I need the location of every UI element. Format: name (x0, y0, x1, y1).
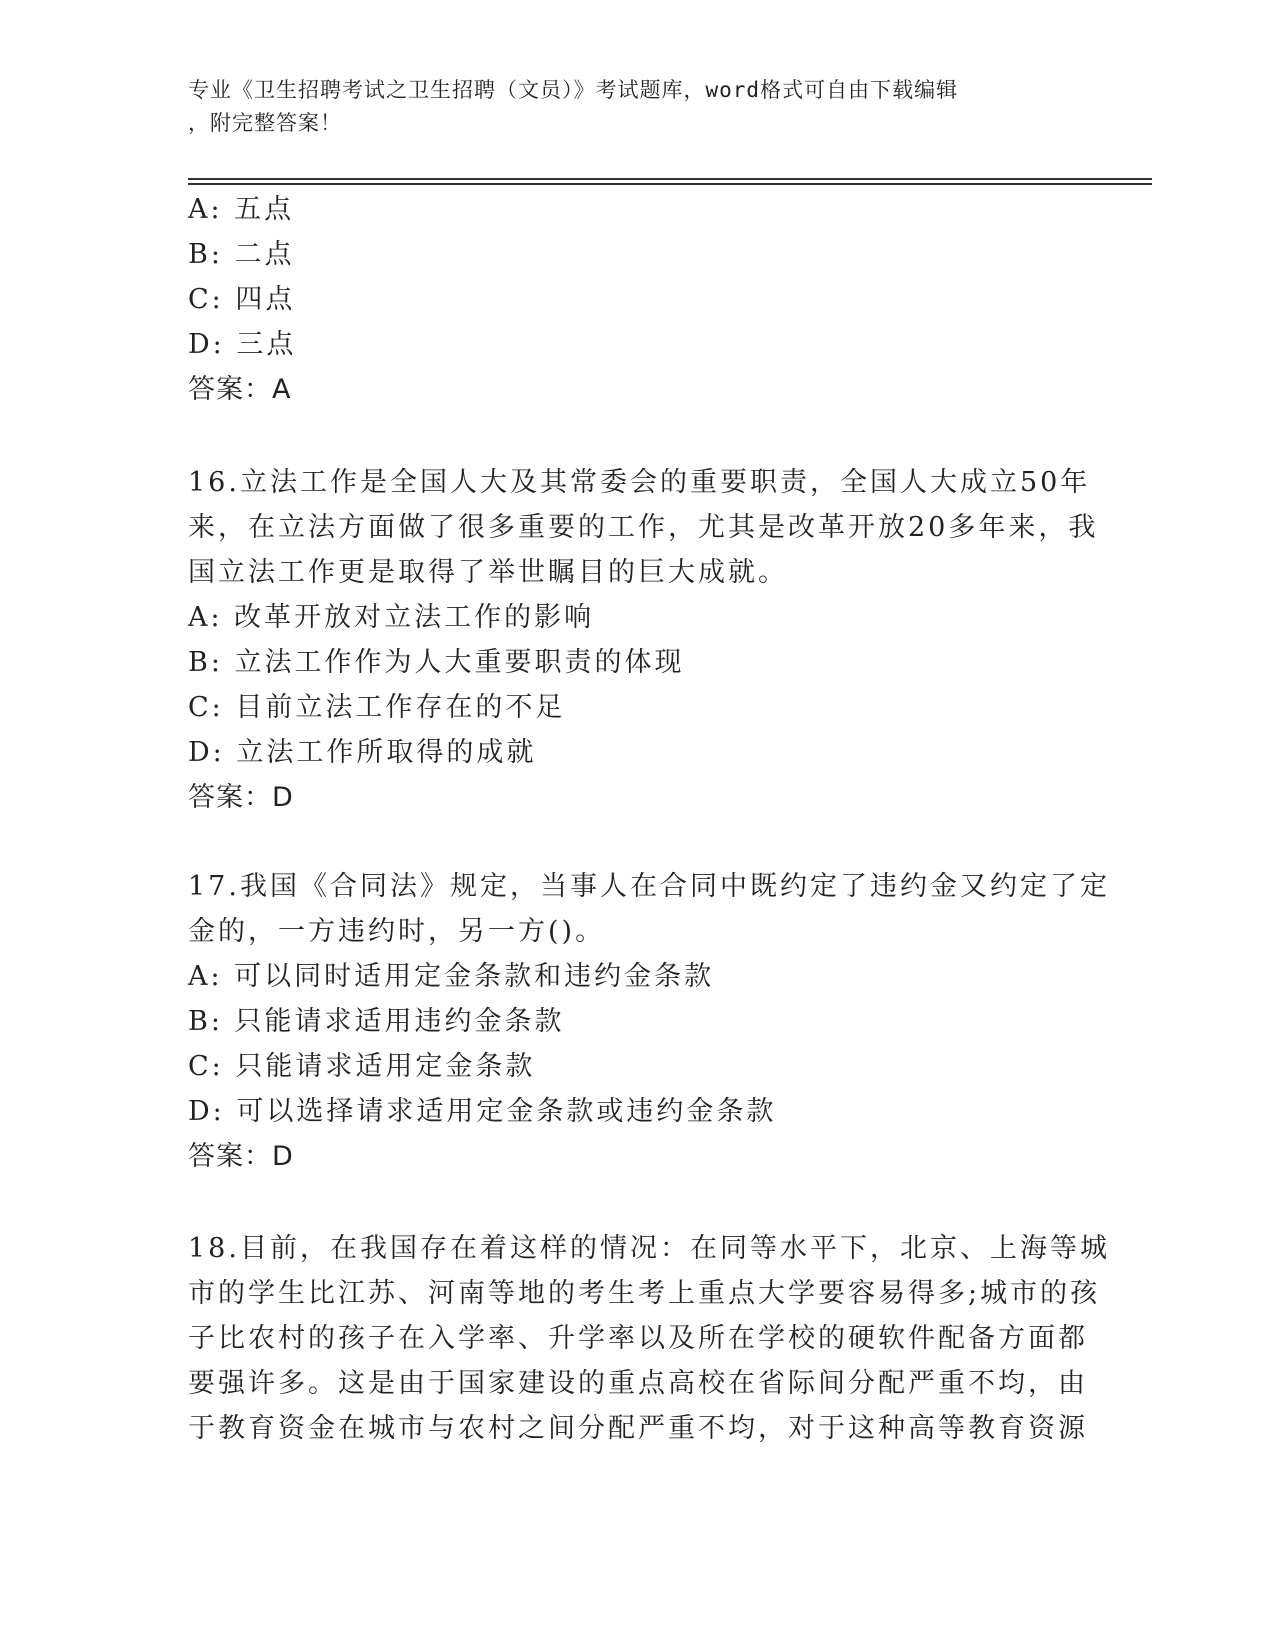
header-divider-bottom (188, 183, 1152, 185)
prev-answer: 答案：A (188, 374, 292, 405)
q17-stem-line-1: 17.我国《合同法》规定，当事人在合同中既约定了违约金又约定了定 (188, 871, 1110, 902)
q17-option-a: A: 可以同时适用定金条款和违约金条款 (188, 961, 715, 992)
q16-stem-line-2: 来，在立法方面做了很多重要的工作，尤其是改革开放20多年来，我 (188, 512, 1099, 543)
q18-stem-line-5: 于教育资金在城市与农村之间分配严重不均，对于这种高等教育资源 (188, 1413, 1088, 1444)
header-line-2: ，附完整答案！ (188, 111, 342, 135)
q16-stem-line-3: 国立法工作更是取得了举世瞩目的巨大成就。 (188, 557, 788, 588)
prev-option-a: A: 五点 (188, 194, 295, 225)
prev-option-b: B: 二点 (188, 239, 295, 270)
q17-option-d: D: 可以选择请求适用定金条款或违约金条款 (188, 1096, 777, 1127)
header-line-1: 专业《卫生招聘考试之卫生招聘（文员）》考试题库，word格式可自由下载编辑 (188, 78, 959, 102)
q18-stem-line-1: 18.目前，在我国存在着这样的情况：在同等水平下，北京、上海等城 (188, 1233, 1110, 1264)
q18-stem-line-2: 市的学生比江苏、河南等地的考生考上重点大学要容易得多;城市的孩 (188, 1278, 1101, 1309)
q17-option-c: C: 只能请求适用定金条款 (188, 1051, 536, 1082)
q17-option-b: B: 只能请求适用违约金条款 (188, 1006, 565, 1037)
prev-option-c: C: 四点 (188, 284, 296, 315)
q16-stem-line-1: 16.立法工作是全国人大及其常委会的重要职责，全国人大成立50年 (188, 467, 1091, 498)
q16-option-d: D: 立法工作所取得的成就 (188, 737, 537, 768)
q17-answer: 答案：D (188, 1141, 294, 1172)
q16-answer: 答案：D (188, 782, 294, 813)
q16-option-a: A: 改革开放对立法工作的影响 (188, 602, 595, 633)
q17-stem-line-2: 金的，一方违约时，另一方()。 (188, 916, 606, 947)
q18-stem-line-3: 子比农村的孩子在入学率、升学率以及所在学校的硬软件配备方面都 (188, 1323, 1088, 1354)
header-divider-top (188, 178, 1152, 180)
q18-stem-line-4: 要强许多。这是由于国家建设的重点高校在省际间分配严重不均，由 (188, 1368, 1088, 1399)
prev-option-d: D: 三点 (188, 329, 297, 360)
document-header (188, 74, 1068, 140)
q16-option-b: B: 立法工作作为人大重要职责的体现 (188, 647, 685, 678)
q16-option-c: C: 目前立法工作存在的不足 (188, 692, 566, 723)
